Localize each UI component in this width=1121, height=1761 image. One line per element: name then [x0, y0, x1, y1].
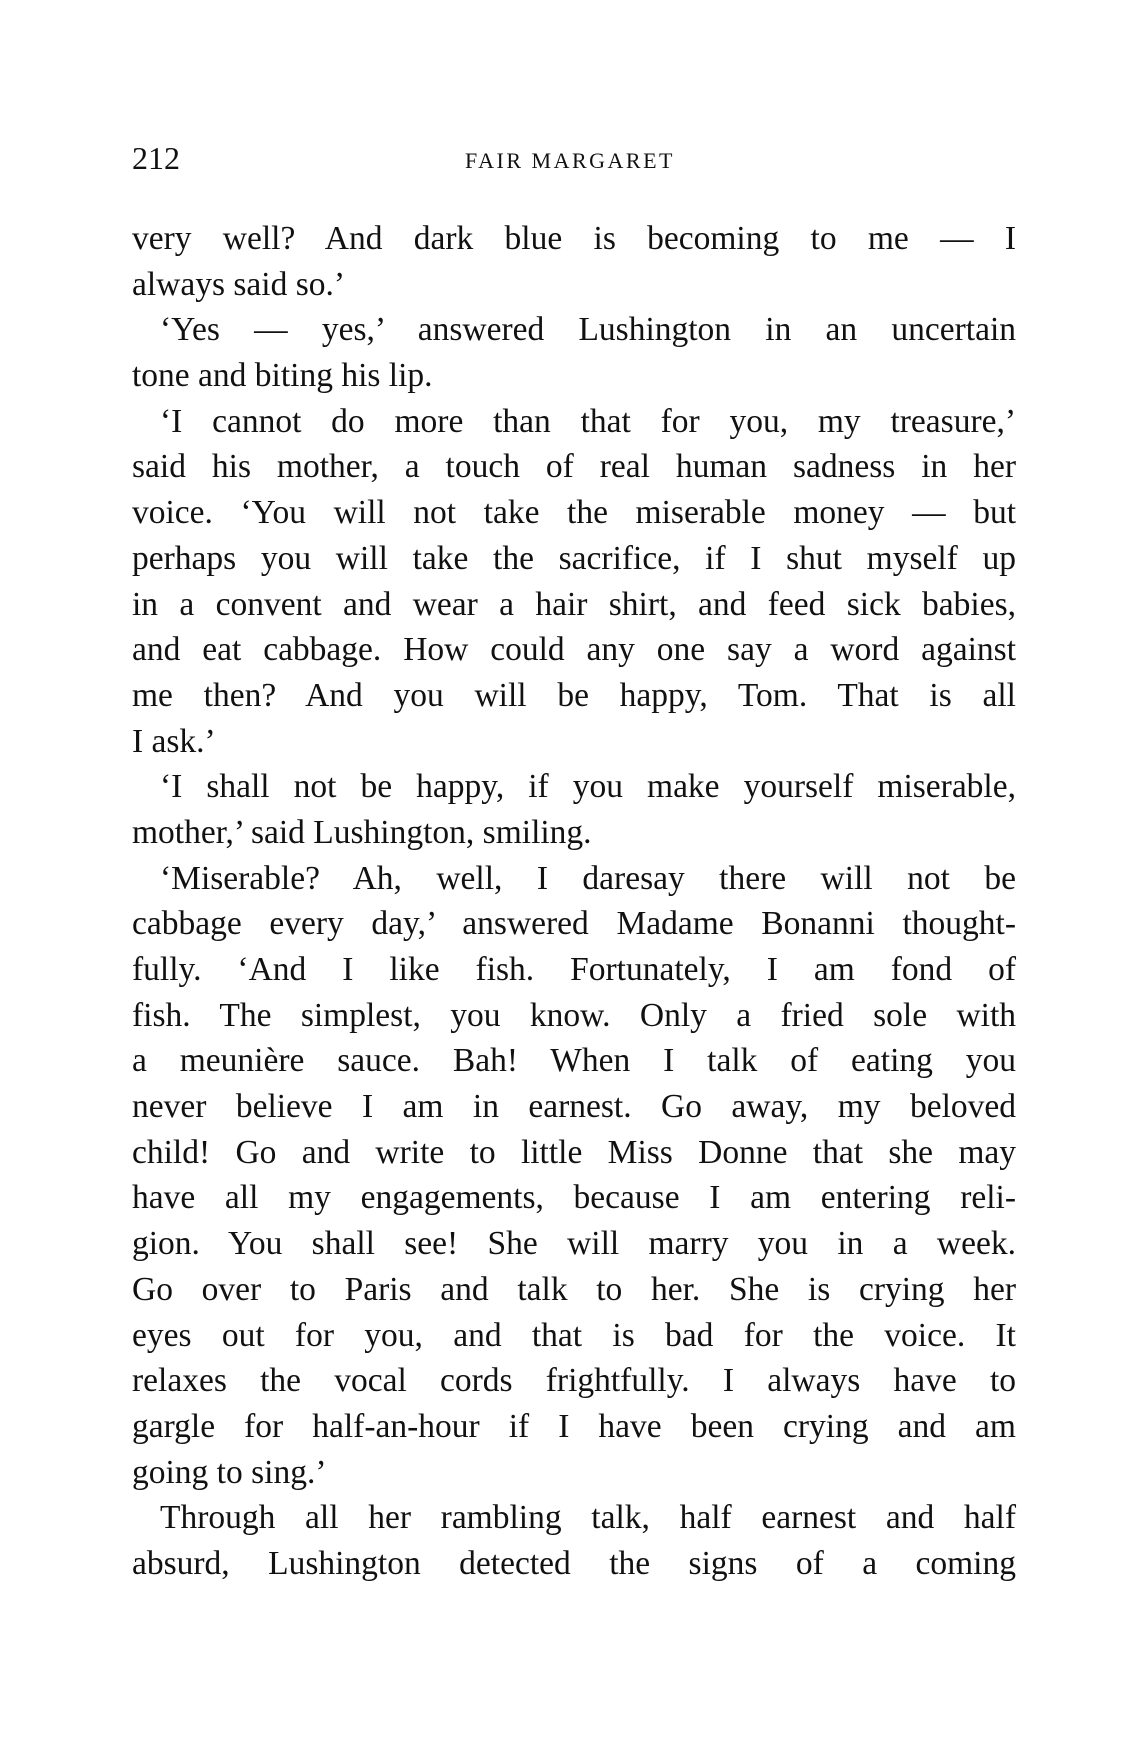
- text-line: fish. The simplest, you know. Only a fried sole with: [132, 996, 1016, 1034]
- text-line: tone and biting his lip.: [132, 357, 433, 395]
- text-line: voice. ‘You will not take the miserable money — but: [132, 494, 1016, 532]
- text-line: mother,’ said Lushington, smiling.: [132, 813, 592, 851]
- text-line: have all my engagements, because I am entering reli-: [132, 1179, 1016, 1217]
- text-line: Through all her rambling talk, half earnest and half: [160, 1499, 1016, 1537]
- text-line: said his mother, a touch of real human sadness in her: [132, 448, 1016, 486]
- text-line: going to sing.’: [132, 1453, 327, 1491]
- text-line: absurd, Lushington detected the signs of a coming: [132, 1544, 1016, 1582]
- text-line: perhaps you will take the sacrifice, if I shut myself up: [132, 539, 1016, 577]
- text-line: relaxes the vocal cords frightfully. I always have to: [132, 1362, 1016, 1400]
- text-line: ‘I cannot do more than that for you, my treasure,’: [160, 402, 1016, 440]
- running-title: FAIR MARGARET: [465, 148, 675, 173]
- text-line: ‘I shall not be happy, if you make yourself miserable,: [160, 768, 1016, 806]
- text-line: gion. You shall see! She will marry you in a week.: [132, 1225, 1016, 1263]
- text-line: ‘Yes — yes,’ answered Lushington in an uncertain: [160, 311, 1016, 349]
- page-body: [132, 216, 1016, 1587]
- text-line: never believe I am in earnest. Go away, my beloved: [132, 1088, 1016, 1126]
- text-line: Go over to Paris and talk to her. She is crying her: [132, 1270, 1016, 1308]
- text-line: and eat cabbage. How could any one say a word against: [132, 631, 1016, 669]
- text-line: fully. ‘And I like fish. Fortunately, I am fond of: [132, 951, 1016, 988]
- text-line: child! Go and write to little Miss Donne that she may: [132, 1133, 1016, 1171]
- text-line: I ask.’: [132, 722, 216, 760]
- text-line: cabbage every day,’ answered Madame Bonanni thought-: [132, 905, 1016, 943]
- text-line: eyes out for you, and that is bad for the voice. It: [132, 1316, 1016, 1354]
- text-line: always said so.’: [132, 265, 346, 303]
- text-line: ‘Miserable? Ah, well, I daresay there will not be: [160, 859, 1016, 897]
- text-line: in a convent and wear a hair shirt, and feed sick babies,: [132, 585, 1016, 623]
- text-line: gargle for half-an-hour if I have been crying and am: [132, 1407, 1016, 1445]
- text-line: very well? And dark blue is becoming to me — I: [132, 220, 1016, 257]
- page-number: 212: [132, 140, 180, 176]
- text-line: me then? And you will be happy, Tom. That is all: [132, 676, 1016, 714]
- text-line: a meunière sauce. Bah! When I talk of eating you: [132, 1042, 1016, 1080]
